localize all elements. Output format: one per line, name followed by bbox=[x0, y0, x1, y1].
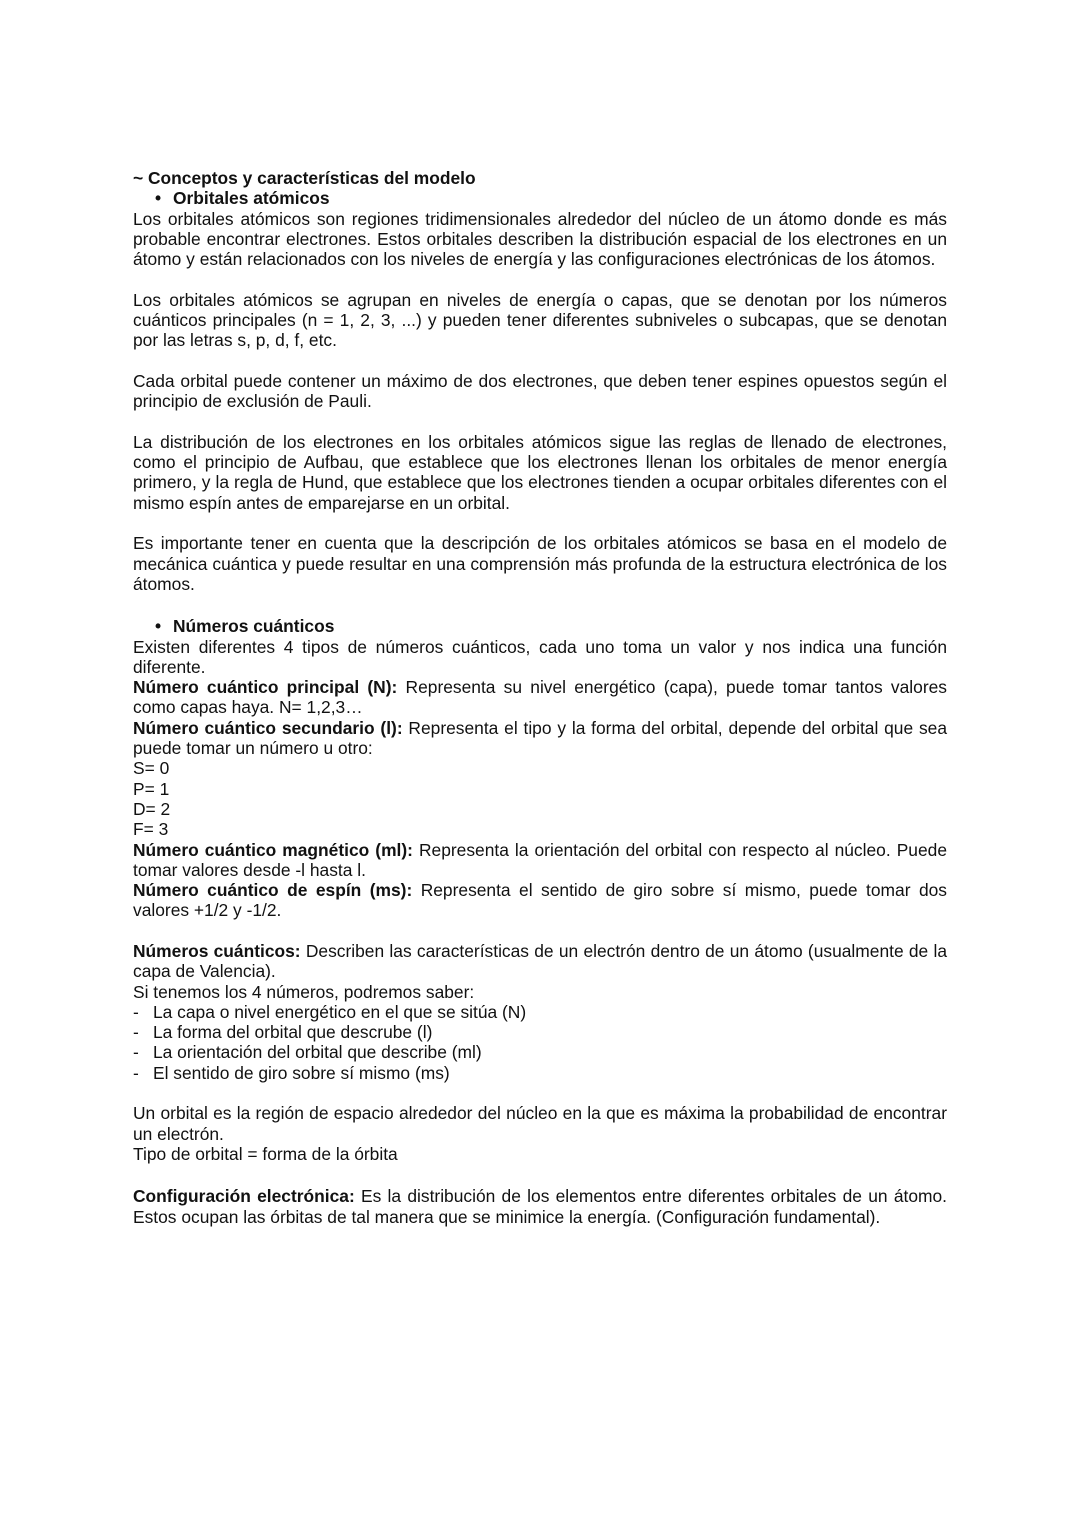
orbitales-paragraph-1: Los orbitales atómicos son regiones tridimensionales alrededor del núcleo de un átomo donde es más probable encontrar electrones. Estos orbitales describen la distribución espacial de los electrones en un átomo y están relacionados con los niveles de energía y las configuraciones electrónicas de los átomos. bbox=[133, 208, 947, 270]
orbitales-heading bbox=[133, 188, 947, 208]
orbital-type: Tipo de orbital = forma de la órbita bbox=[133, 1143, 398, 1164]
orbital-definition: Un orbital es la región de espacio alrededor del núcleo en la que es máxima la probabilidad de encontrar un electrón. bbox=[133, 1103, 947, 1144]
list-item: - La orientación del orbital que describe (ml) bbox=[133, 1042, 482, 1063]
document-body bbox=[133, 168, 947, 1227]
numeros-heading-text: Números cuánticos bbox=[173, 616, 335, 637]
value-p: P= 1 bbox=[133, 778, 170, 799]
list-intro: Si tenemos los 4 números, podremos saber: bbox=[133, 981, 475, 1002]
numeros-definition-text: Describen las características de un electrón dentro de un átomo (usualmente de la capa de Valencia). bbox=[133, 940, 947, 982]
secundario-text: Representa el tipo y la forma del orbital, depende del orbital que sea puede tomar un número u otro: bbox=[133, 717, 947, 759]
magnetico-term: Número cuántico magnético (ml): bbox=[133, 839, 413, 860]
orbitales-heading-text: Orbitales atómicos bbox=[173, 188, 330, 209]
orbitales-paragraph-3: Cada orbital puede contener un máximo de dos electrones, que deben tener espines opuestos según el principio de exclusión de Pauli. bbox=[133, 370, 947, 412]
numeros-term: Números cuánticos: bbox=[133, 940, 301, 961]
espin-text: Representa el sentido de giro sobre sí mismo, puede tomar dos valores +1/2 y -1/2. bbox=[133, 880, 947, 921]
numeros-intro: Existen diferentes 4 tipos de números cuánticos, cada uno toma un valor y nos indica una función diferente. bbox=[133, 636, 947, 677]
configuracion-text: Es la distribución de los elementos entre diferentes orbitales de un átomo. Estos ocupan las órbitas de tal manera que se minimice la energía. (Configuración fundamental). bbox=[133, 1186, 947, 1227]
section-title: ~ Conceptos y características del modelo bbox=[133, 168, 476, 188]
orbitales-paragraph-2: Los orbitales atómicos se agrupan en niveles de energía o capas, que se denotan por los números cuánticos principales (n = 1, 2, 3, ...) y pueden tener diferentes subniveles o subcapas, que se denotan por las letras s, p, d, f, etc. bbox=[133, 289, 947, 351]
configuracion-definition bbox=[133, 1186, 947, 1227]
espin-term: Número cuántico de espín (ms): bbox=[133, 880, 413, 901]
list-item: - La capa o nivel energético en el que se sitúa (N) bbox=[133, 1001, 527, 1022]
secundario-definition bbox=[133, 718, 947, 759]
quantum-info-list bbox=[133, 1002, 947, 1083]
orbitales-paragraph-5: Es importante tener en cuenta que la descripción de los orbitales atómicos se basa en el modelo de mecánica cuántica y puede resultar en una comprensión más profunda de la estructura electrónica de los átomos. bbox=[133, 533, 947, 594]
numeros-heading bbox=[133, 616, 947, 636]
value-s: S= 0 bbox=[133, 758, 170, 779]
principal-term: Número cuántico principal (N): bbox=[133, 677, 398, 698]
orbitales-paragraph-4: La distribución de los electrones en los orbitales atómicos sigue las reglas de llenado de electrones, como el principio de Aufbau, que establece que los electrones llenan los orbitales de menor energía primero, y la regla de Hund, que establece que los electrones tienden a ocupar orbitales diferentes con el mismo espín antes de emparejarse en un orbital. bbox=[133, 431, 947, 513]
bullet-icon: • bbox=[155, 616, 162, 637]
value-d: D= 2 bbox=[133, 798, 171, 819]
numeros-definition bbox=[133, 941, 947, 982]
dash-icon: - bbox=[133, 1042, 139, 1063]
dash-icon: - bbox=[133, 1062, 139, 1083]
secundario-term: Número cuántico secundario (l): bbox=[133, 717, 403, 738]
configuracion-term: Configuración electrónica: bbox=[133, 1186, 355, 1207]
list-item: - El sentido de giro sobre sí mismo (ms) bbox=[133, 1062, 450, 1083]
bullet-icon: • bbox=[155, 188, 162, 209]
list-item: - La forma del orbital que descrube (l) bbox=[133, 1022, 433, 1043]
principal-text: Representa su nivel energético (capa), puede tomar tantos valores como capas haya. N= 1,2,3… bbox=[133, 677, 947, 718]
magnetico-text: Representa la orientación del orbital con respecto al núcleo. Puede tomar valores desde -l hasta l. bbox=[133, 839, 947, 880]
dash-icon: - bbox=[133, 1001, 139, 1022]
espin-definition bbox=[133, 880, 947, 921]
dash-icon: - bbox=[133, 1022, 139, 1043]
principal-definition bbox=[133, 677, 947, 718]
value-f: F= 3 bbox=[133, 819, 169, 840]
magnetico-definition bbox=[133, 840, 947, 881]
